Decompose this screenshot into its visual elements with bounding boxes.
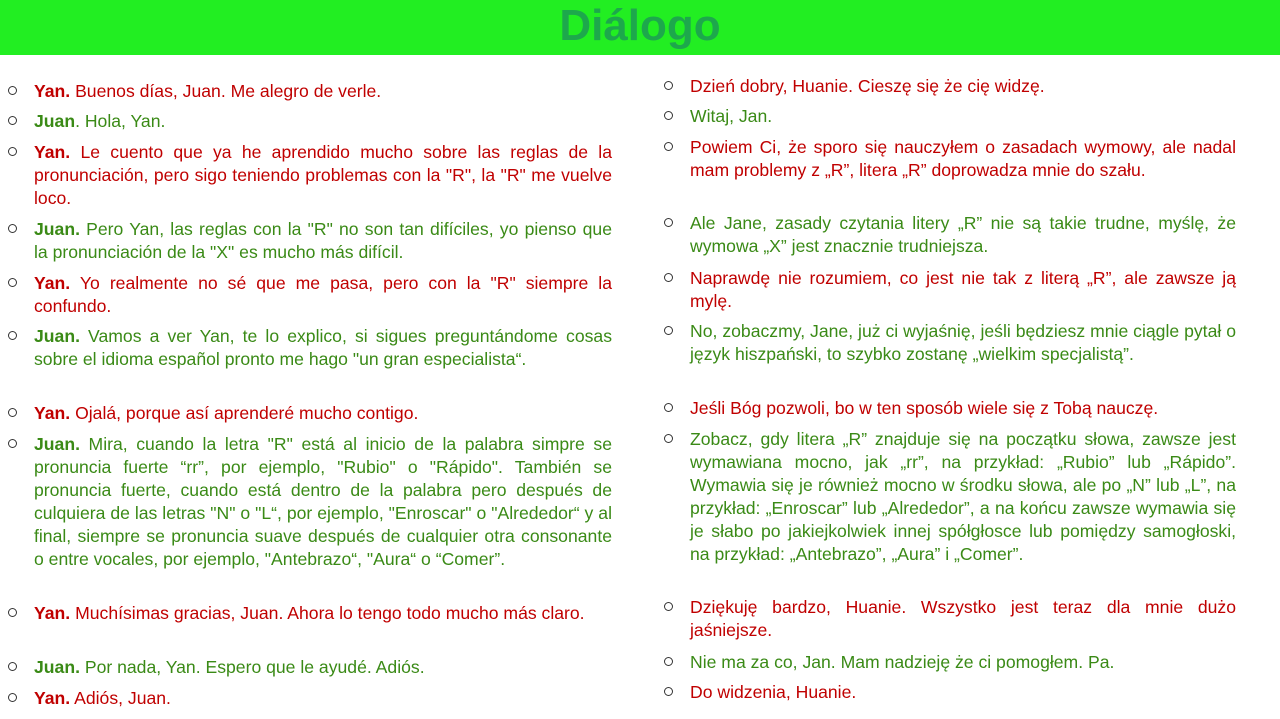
bullet-icon	[664, 403, 673, 412]
dialogue-line	[664, 651, 1236, 674]
line-text	[34, 687, 612, 710]
line-text	[34, 656, 612, 679]
dialogue-line	[8, 141, 612, 210]
line-content: Dzień dobry, Huanie. Cieszę się że cię widzę.	[690, 76, 1045, 96]
line-content: Ojalá, porque así aprenderé mucho contigo.	[70, 403, 419, 423]
line-content: No, zobaczmy, Jane, już ci wyjaśnię, jeśli będziesz mnie ciągle pytał o język hiszpański, to szybko zostanę „wielkim specjalistą”.	[690, 321, 1236, 364]
line-content: . Hola, Yan.	[75, 111, 166, 131]
line-content: Naprawdę nie rozumiem, co jest nie tak z literą „R”, ale zawsze ją mylę.	[690, 268, 1236, 311]
bullet-icon	[664, 687, 673, 696]
line-text	[34, 433, 612, 571]
line-content: Muchísimas gracias, Juan. Ahora lo tengo todo mucho más claro.	[70, 603, 585, 623]
bullet-icon	[664, 657, 673, 666]
speaker-name: Juan.	[34, 657, 80, 677]
bullet-icon	[8, 331, 17, 340]
speaker-name: Yan.	[34, 142, 71, 162]
dialogue-line	[664, 136, 1236, 182]
line-content: Nie ma za co, Jan. Mam nadzieję że ci pomogłem. Pa.	[690, 652, 1115, 672]
line-content: Vamos a ver Yan, te lo explico, si sigues preguntándome cosas sobre el idioma español pronto me hago "un gran especialista“.	[34, 326, 612, 369]
dialogue-line	[664, 105, 1236, 128]
line-content: Yo realmente no sé que me pasa, pero con la "R" siempre la confundo.	[34, 273, 612, 316]
dialogue-line	[8, 325, 612, 371]
speaker-name: Juan.	[34, 326, 80, 346]
line-text	[34, 402, 612, 425]
speaker-name: Yan.	[34, 403, 71, 423]
bullet-icon	[664, 326, 673, 335]
dialogue-line	[664, 212, 1236, 258]
dialogue-line	[8, 110, 612, 133]
line-content: Zobacz, gdy litera „R” znajduje się na początku słowa, zawsze jest wymawiana mocno, jak „rr”, na przykład: „Rubio” lub „Rápido”. Wymawia się je również mocno w środku słowa, ale po „N” lub „L”, na przykład: „Enroscar” lub „Alrededor”, a na końcu zawsze wymawia się je słabo po jakiejkolwiek innej spółgłosce lub pomiędzy samogłoski, na przykład: „Antebrazo”, „Aura” i „Comer”.	[690, 429, 1236, 564]
line-text	[34, 110, 612, 133]
dialogue-line	[8, 272, 612, 318]
line-text	[34, 218, 612, 264]
bullet-icon	[8, 278, 17, 287]
bullet-icon	[8, 224, 17, 233]
line-content: Le cuento que ya he aprendido mucho sobre las reglas de la pronunciación, pero sigo teniendo problemas con la "R", la "R" me vuelve loco.	[34, 142, 612, 208]
line-content: Mira, cuando la letra "R" está al inicio de la palabra simpre se pronuncia fuerte “rr”, por ejemplo, "Rubio" o "Rápido". También se pronuncia fuerte, cuando está dentro de la palabra pero después de culquiera de las letras "N" o "L“, por ejemplo, "Enroscar" o "Alrededor“ y al final, siempre se pronuncia suave después de cualquier otra consonante o entre vocales, por ejemplo, "Antebrazo“, "Aura“ o “Comer”.	[34, 434, 612, 569]
line-text	[34, 272, 612, 318]
line-content: Buenos días, Juan. Me alegro de verle.	[70, 81, 382, 101]
speaker-name: Juan	[34, 111, 76, 131]
line-content: Do widzenia, Huanie.	[690, 682, 857, 702]
dialogue-line	[664, 75, 1236, 98]
dialogue-line	[8, 218, 612, 264]
dialogue-line	[8, 402, 612, 425]
line-text	[34, 141, 612, 210]
bullet-icon	[664, 602, 673, 611]
dialogue-line	[664, 397, 1236, 420]
bullet-icon	[8, 662, 17, 671]
dialogue-line	[664, 596, 1236, 642]
speaker-name: Yan.	[34, 81, 71, 101]
bullet-icon	[664, 273, 673, 282]
line-content: Adiós, Juan.	[70, 688, 171, 708]
line-content: Witaj, Jan.	[690, 106, 773, 126]
speaker-name: Yan.	[34, 603, 71, 623]
bullet-icon	[8, 147, 17, 156]
line-content: Por nada, Yan. Espero que le ayudé. Adiós.	[79, 657, 425, 677]
dialogue-line	[664, 320, 1236, 366]
dialogue-line	[8, 656, 612, 679]
bullet-icon	[8, 693, 17, 702]
dialogue-line	[664, 681, 1236, 704]
bullet-icon	[8, 608, 17, 617]
line-text	[34, 602, 612, 625]
line-content: Pero Yan, las reglas con la "R" no son tan difíciles, yo pienso que la pronunciación de la "X" es mucho más difícil.	[34, 219, 612, 262]
bullet-icon	[8, 116, 17, 125]
line-content: Jeśli Bóg pozwoli, bo w ten sposób wiele się z Tobą nauczę.	[690, 398, 1159, 418]
line-content: Powiem Ci, że sporo się nauczyłem o zasadach wymowy, ale nadal mam problemy z „R”, litera „R” doprowadza mnie do szału.	[690, 137, 1236, 180]
line-text	[34, 80, 612, 103]
page-title: Diálogo	[559, 1, 721, 50]
bullet-icon	[664, 434, 673, 443]
line-text	[34, 325, 612, 371]
bullet-icon	[664, 218, 673, 227]
dialogue-line	[8, 687, 612, 710]
bullet-icon	[8, 408, 17, 417]
line-content: Ale Jane, zasady czytania litery „R” nie są takie trudne, myślę, że wymowa „X” jest znacznie trudniejsza.	[690, 213, 1236, 256]
speaker-name: Juan.	[34, 219, 80, 239]
speaker-name: Juan.	[34, 434, 80, 454]
speaker-name: Yan.	[34, 688, 71, 708]
bullet-icon	[8, 86, 17, 95]
dialogue-line	[664, 428, 1236, 566]
bullet-icon	[664, 81, 673, 90]
bullet-icon	[8, 439, 17, 448]
dialogue-line	[8, 433, 612, 571]
bullet-icon	[664, 142, 673, 151]
dialogue-line	[8, 602, 612, 625]
speaker-name: Yan.	[34, 273, 71, 293]
dialogue-line	[664, 267, 1236, 313]
line-content: Dziękuję bardzo, Huanie. Wszystko jest teraz dla mnie dużo jaśniejsze.	[690, 597, 1236, 640]
bullet-icon	[664, 111, 673, 120]
dialogue-line	[8, 80, 612, 103]
